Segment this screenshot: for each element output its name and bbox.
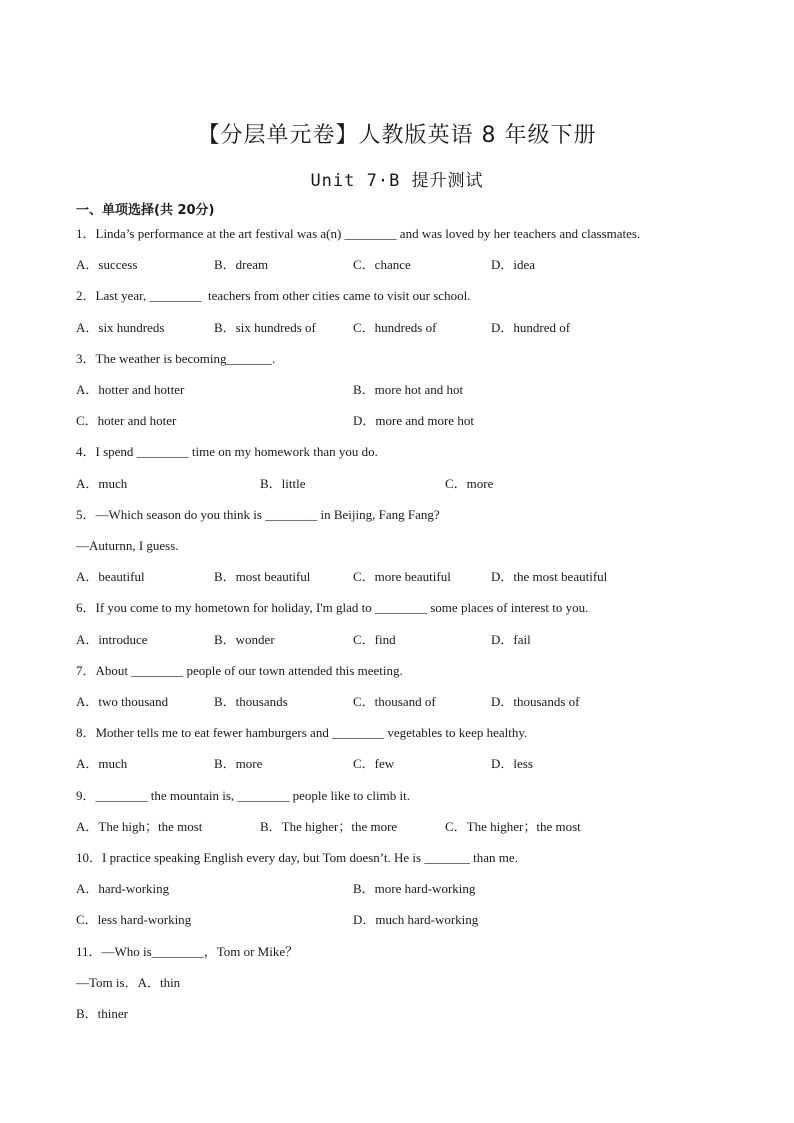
option-c: C．more	[445, 476, 494, 491]
option-d: D．thousands of	[491, 694, 580, 709]
section-heading: 一、单项选择(共 20分)	[76, 203, 215, 218]
option-c: C．more beautiful	[353, 569, 451, 584]
option-a: A．success	[76, 257, 138, 272]
page-title: 【分层单元卷】人教版英语 8 年级下册	[197, 123, 597, 148]
option-b: B．six hundreds of	[214, 320, 316, 335]
option-a: A．two thousand	[76, 694, 169, 709]
question-stem: 5．—Which season do you think is ________ in Beijing, Fang Fang?	[76, 507, 440, 522]
question-stem: 1．Linda’s performance at the art festival was a(n) ________ and was loved by her teachers and classmates.	[76, 226, 641, 241]
option-b: B．thiner	[76, 1006, 128, 1021]
option-d: D．hundred of	[491, 320, 571, 335]
option-d: D．fail	[491, 632, 531, 647]
option-d: D．the most beautiful	[491, 569, 608, 584]
option-c: C．find	[353, 632, 396, 647]
option-b: B．thousands	[214, 694, 288, 709]
question-stem: 4．I spend ________ time on my homework than you do.	[76, 444, 378, 459]
option-c: C．The higher；the most	[445, 819, 581, 834]
option-a: A．much	[76, 476, 128, 491]
option-b: B．The higher；the more	[260, 819, 398, 834]
option-a: A．hotter and hotter	[76, 382, 185, 397]
dialogue-answer: —Tom is．A．thin	[76, 975, 181, 990]
page-subtitle: Unit 7·B 提升测试	[310, 171, 484, 191]
question-stem: 2．Last year, ________ teachers from other cities came to visit our school.	[76, 288, 471, 303]
option-c: C．less hard-working	[76, 912, 192, 927]
question-stem: 3．The weather is becoming_______.	[76, 351, 276, 366]
question-stem: 8．Mother tells me to eat fewer hamburgers and ________ vegetables to keep healthy.	[76, 725, 528, 740]
option-b: B．most beautiful	[214, 569, 311, 584]
option-a: A．The high；the most	[76, 819, 203, 834]
option-c: C．hoter and hoter	[76, 413, 177, 428]
option-b: B．wonder	[214, 632, 275, 647]
option-c: C．few	[353, 756, 395, 771]
option-a: A．much	[76, 756, 128, 771]
option-a: A．six hundreds	[76, 320, 165, 335]
question-stem: 6．If you come to my hometown for holiday, I'm glad to ________ some places of interest to you.	[76, 600, 589, 615]
option-c: C．hundreds of	[353, 320, 437, 335]
option-c: C．chance	[353, 257, 411, 272]
option-b: B．dream	[214, 257, 269, 272]
option-c: C．thousand of	[353, 694, 436, 709]
question-stem: 7．About ________ people of our town attended this meeting.	[76, 663, 403, 678]
question-stem: 10．I practice speaking English every day, but Tom doesn’t. He is _______ than me.	[76, 850, 518, 865]
option-a: A．beautiful	[76, 569, 145, 584]
option-b: B．more	[214, 756, 263, 771]
option-d: D．idea	[491, 257, 536, 272]
option-a: A．introduce	[76, 632, 148, 647]
dialogue-answer: —Auturnn, I guess.	[76, 538, 179, 553]
question-stem: 9．________ the mountain is, ________ people like to climb it.	[76, 788, 410, 803]
option-b: B．more hot and hot	[353, 382, 464, 397]
option-d: D．less	[491, 756, 533, 771]
option-d: D．more and more hot	[353, 413, 474, 428]
option-b: B．more hard-working	[353, 881, 476, 896]
option-b: B．little	[260, 476, 306, 491]
question-stem: 11．—Who is________，Tom or Mike？	[76, 944, 299, 959]
option-d: D．much hard-working	[353, 912, 479, 927]
option-a: A．hard-working	[76, 881, 170, 896]
